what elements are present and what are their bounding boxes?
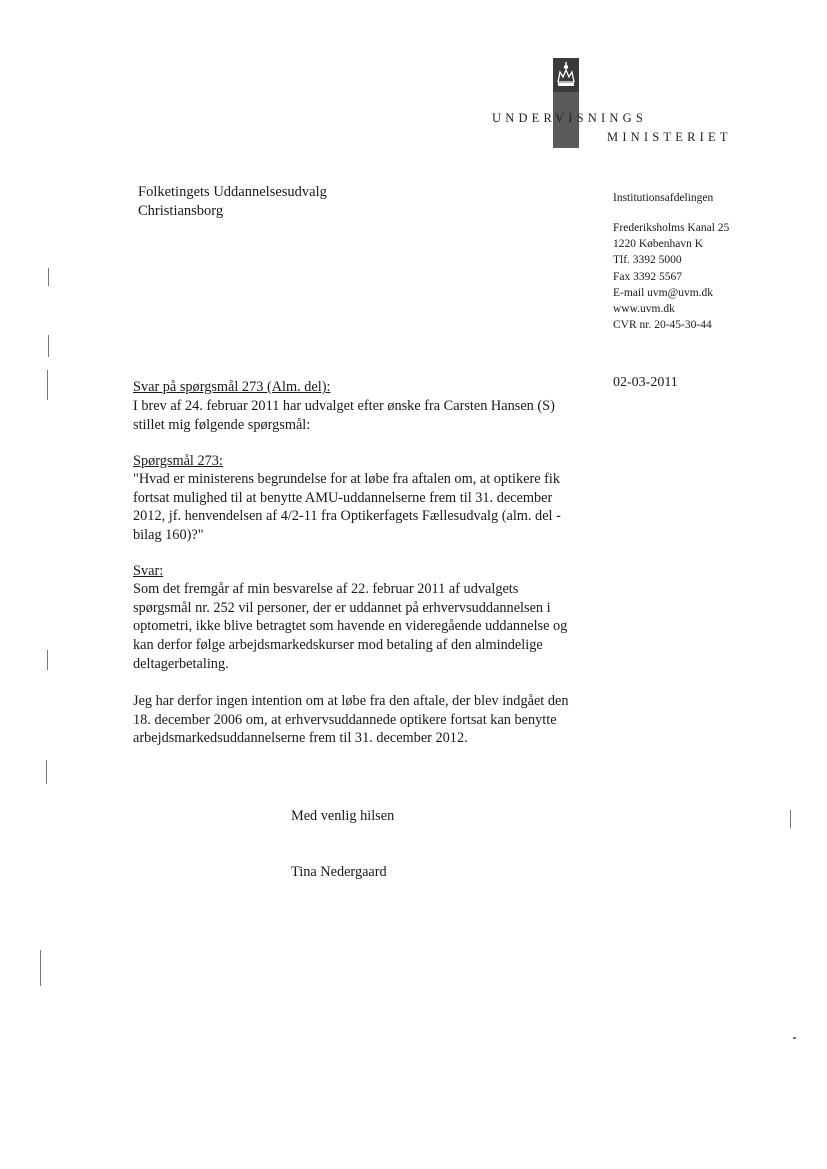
scan-artifact: [790, 810, 791, 828]
question-heading: Spørgsmål 273:: [133, 453, 223, 469]
sender-street: Frederiksholms Kanal 25: [613, 222, 730, 234]
signer-name: Tina Nedergaard: [291, 864, 387, 880]
closing-salutation: Med venlig hilsen: [291, 808, 395, 824]
intro-paragraph: I brev af 24. februar 2011 har udvalget efter ønske fra Carsten Hansen (S) stillet mig følgende spørgsmål:: [133, 398, 555, 433]
answer-heading: Svar:: [133, 563, 164, 579]
ministry-name-line2: MINISTERIET: [607, 130, 732, 144]
sender-email: E-mail uvm@uvm.dk: [613, 286, 714, 299]
sender-phone: Tlf. 3392 5000: [613, 254, 682, 267]
scan-artifact: [47, 370, 48, 400]
crown-logo-icon: [553, 58, 579, 92]
scan-artifact: [40, 950, 41, 986]
recipient-name: Folketingets Uddannelsesudvalg: [138, 184, 327, 200]
recipient-location: Christiansborg: [138, 203, 224, 219]
subject-line: Svar på spørgsmål 273 (Alm. del):: [133, 379, 331, 395]
ministry-name-line1: UNDERVISNINGS: [492, 111, 647, 125]
scan-artifact: [48, 268, 49, 286]
answer-paragraph-2: Jeg har derfor ingen intention om at løbe fra den aftale, der blev indgået den 18. december 2006 om, at erhvervsuddannede optikere fortsat kan benytte arbejdsmarkedsuddannelserne frem til 31. december 2012.: [133, 693, 569, 747]
letter-date: 02-03-2011: [613, 375, 678, 390]
scan-artifact: [47, 650, 48, 670]
scan-artifact: [46, 760, 47, 784]
sender-city: 1220 København K: [613, 238, 704, 251]
sender-website: www.uvm.dk: [613, 303, 675, 316]
scan-artifact: [48, 335, 49, 357]
sender-address-block: [613, 220, 729, 333]
answer-paragraph-1: Som det fremgår af min besvarelse af 22. februar 2011 af udvalgets spørgsmål nr. 252 vil personer, der er uddannet på erhvervsuddannelsen i optometri, ikke blive betragtet som havende en videregående uddannelse og kan derfor følge arbejdsmarkedskurser mod betaling af den almindelige deltagerbetaling.: [133, 581, 568, 672]
sender-cvr: CVR nr. 20-45-30-44: [613, 319, 712, 332]
sender-fax: Fax 3392 5567: [613, 270, 682, 283]
sender-department: Institutionsafdelingen: [613, 192, 714, 204]
question-text: "Hvad er ministerens begrundelse for at løbe fra aftalen om, at optikere fik fortsat mulighed til at benytte AMU-uddannelserne frem til 31. december 2012, jf. henvendelsen af 4/2-11 fra Optikerfagets Fællesudvalg (alm. del - bilag 160)?": [133, 471, 561, 544]
scan-artifact: [793, 1037, 796, 1039]
